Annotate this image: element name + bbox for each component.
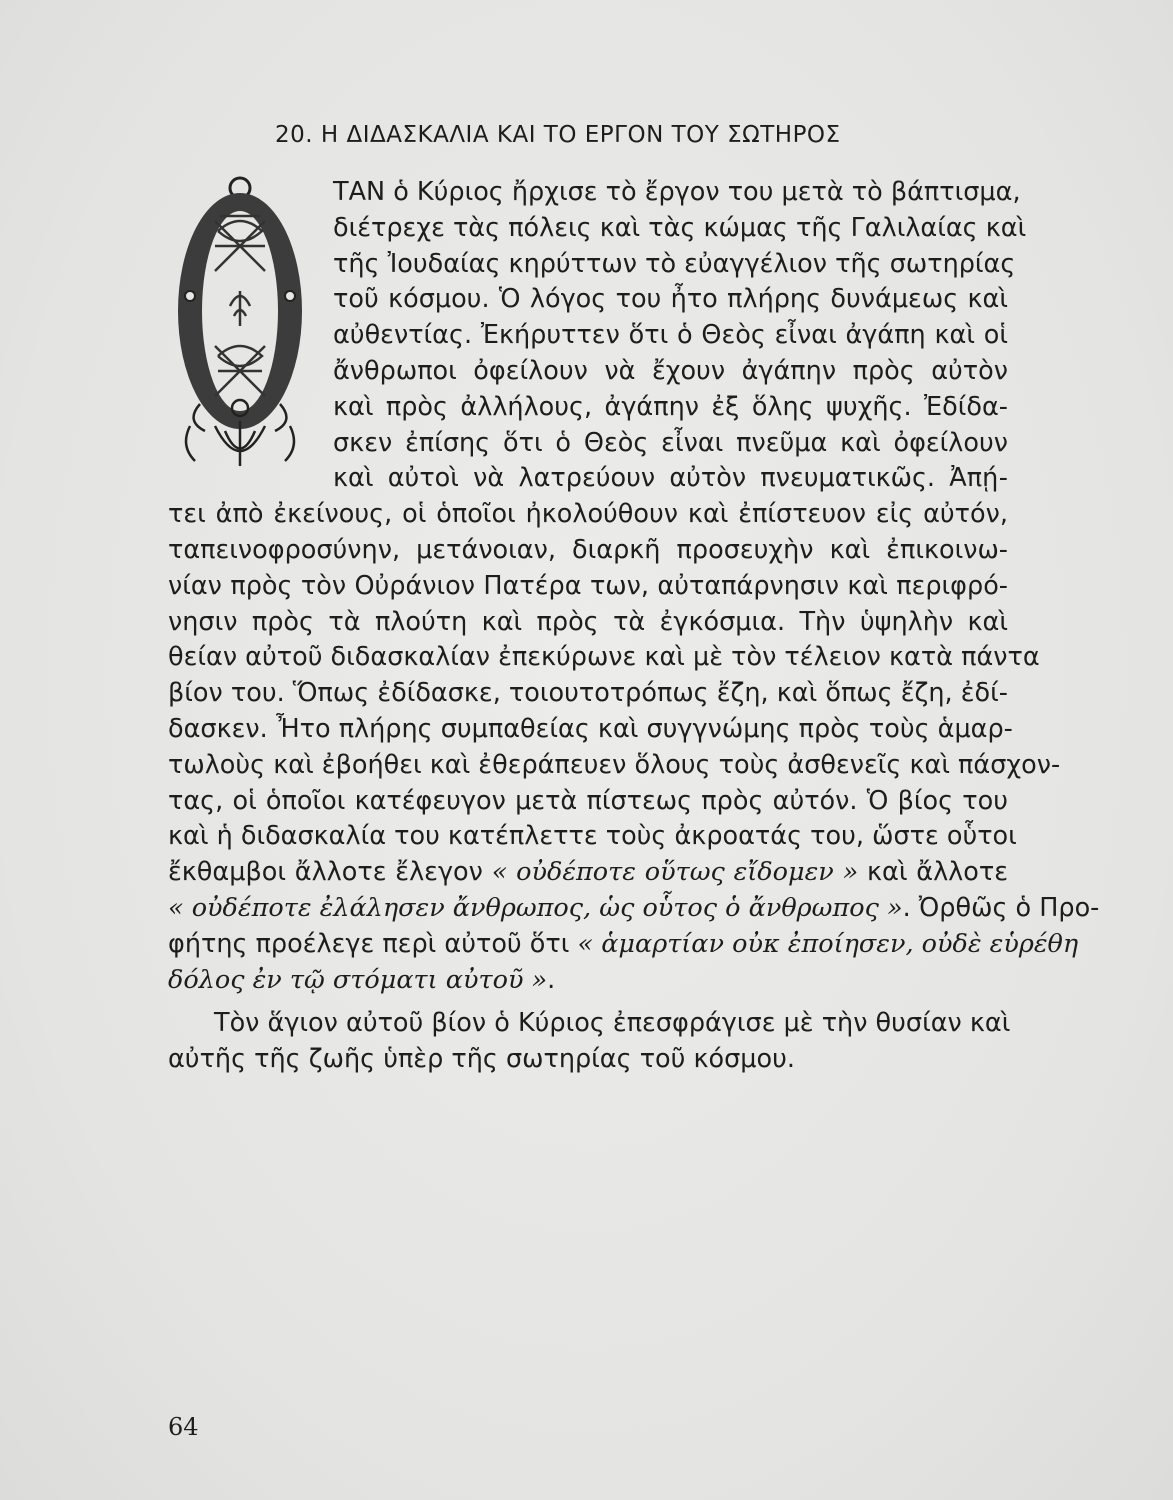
text-line: διέτρεχε τὰς πόλεις καὶ τὰς κώμας τῆς Γαλιλαίας καὶ [333,212,1027,243]
quote-text: δόλος ἐν τῷ στόματι αὐτοῦ » [168,964,548,995]
text-run: φήτης προέλεγε περὶ αὐτοῦ ὅτι [168,928,578,959]
text-line: ἄνθρωποι ὀφείλουν νὰ ἔχουν ἀγάπην πρὸς αὐτὸν [333,355,1008,386]
text-line-with-quote [168,855,1008,891]
text-line: νησιν πρὸς τὰ πλούτη καὶ πρὸς τὰ ἐγκόσμια. Τὴν ὑψηλὴν καὶ [168,606,1008,637]
text-run: ἔκθαμβοι ἄλλοτε ἔλεγον [168,857,492,888]
text-run: . Ὀρθῶς ὁ Προ- [902,892,1100,923]
text-line: καὶ πρὸς ἀλλήλους, ἀγάπην ἐξ ὅλης ψυχῆς. Ἐδίδα- [333,391,1008,422]
text-line: θείαν αὐτοῦ διδασκαλίαν ἐπεκύρωνε καὶ μὲ τὸν τέλειον κατὰ πάντα [168,642,1040,673]
text-line: βίον του. Ὅπως ἐδίδασκε, τοιουτοτρόπως ἔζη, καὶ ὅπως ἔζη, ἐδί- [168,678,1008,709]
text-line-with-quote [168,891,1100,927]
text-run: καὶ ἄλλοτε [858,857,1009,888]
text-line: τει ἀπὸ ἐκείνους, οἱ ὁποῖοι ἠκολούθουν καὶ ἐπίστευον εἰς αὐτόν, [168,499,1008,530]
text-line: αὐθεντίας. Ἐκήρυττεν ὅτι ὁ Θεὸς εἶναι ἀγάπη καὶ οἱ [333,320,1008,351]
quote-text: « ἁμαρτίαν οὐκ ἐποίησεν, οὐδὲ εὑρέθη [577,928,1079,959]
text-line: τῆς Ἰουδαίας κηρύττων τὸ εὐαγγέλιον τῆς σωτηρίας [333,248,1016,279]
text-line: σκεν ἐπίσης ὅτι ὁ Θεὸς εἶναι πνεῦμα καὶ ὀφείλουν [333,427,1008,458]
text-line: καὶ αὐτοὶ νὰ λατρεύουν αὐτὸν πνευματικῶς. Ἀπῄ- [333,463,1008,494]
text-line: Τὸν ἅγιον αὐτοῦ βίον ὁ Κύριος ἐπεσφράγισε μὲ τὴν θυσίαν καὶ [214,1008,1011,1039]
text-line: τωλοὺς καὶ ἐβοήθει καὶ ἐθεράπευεν ὅλους τοὺς ἀσθενεῖς καὶ πάσχον- [168,749,1061,780]
quote-text: « οὐδέποτε ἐλάλησεν ἄνθρωπος, ὡς οὗτος ὁ ἄνθρωπος » [168,892,903,923]
main-text [168,175,1100,1078]
chapter-heading: 20. Η ΔΙΔΑΣΚΑΛΙΑ ΚΑΙ ΤΟ ΕΡΓΟΝ ΤΟΥ ΣΩΤΗΡΟΣ [275,122,841,148]
text-line: ΤΑΝ ὁ Κύριος ἤρχισε τὸ ἔργον του μετὰ τὸ βάπτισμα, [333,177,1021,207]
text-line: τας, οἱ ὁποῖοι κατέφευγον μετὰ πίστεως πρὸς αὐτόν. Ὁ βίος του [168,785,1008,816]
page-number: 64 [168,1413,199,1441]
text-line: αὐτῆς τῆς ζωῆς ὑπὲρ τῆς σωτηρίας τοῦ κόσμου. [168,1044,795,1075]
quote-text: « οὐδέποτε οὕτως εἴδομεν » [491,857,859,888]
text-line-with-quote [168,963,1008,999]
text-line: δασκεν. Ἦτο πλήρης συμπαθείας καὶ συγγνώμης πρὸς τοὺς ἁμαρ- [168,713,1013,744]
text-line: καὶ ἡ διδασκαλία του κατέπλεττε τοὺς ἀκροατάς του, ὥστε οὗτοι [168,821,1017,852]
text-line: νίαν πρὸς τὸν Οὐράνιον Πατέρα των, αὐταπάρνησιν καὶ περιφρό- [168,570,1008,601]
text-line: ταπεινοφροσύνην, μετάνοιαν, διαρκῆ προσευχὴν καὶ ἐπικοινω- [168,534,1008,565]
text-line-with-quote [168,927,1079,963]
text-line: τοῦ κόσμου. Ὁ λόγος του ἦτο πλήρης δυνάμεως καὶ [333,284,1008,315]
text-run: . [547,964,556,995]
